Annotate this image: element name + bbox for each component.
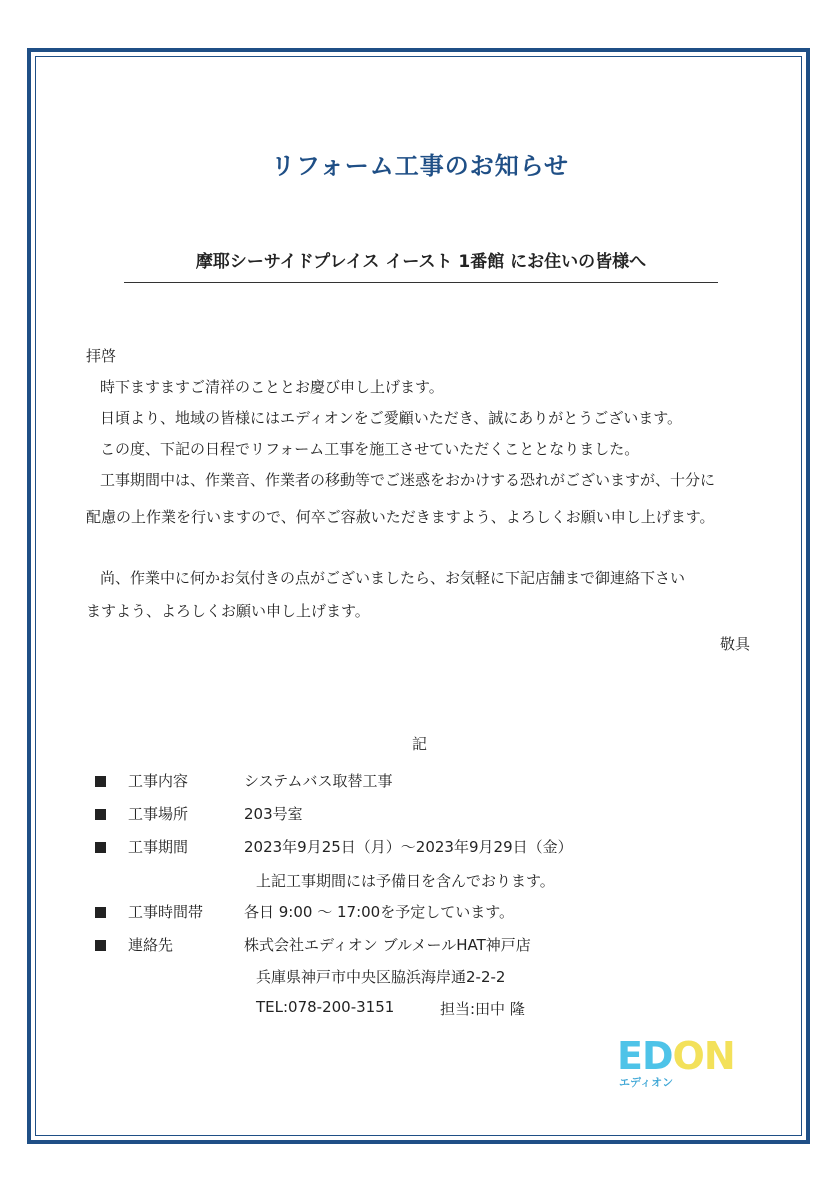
contact-tel: TEL:078-200-3151 <box>256 998 395 1016</box>
notice-title: リフォーム工事のお知らせ <box>270 152 570 180</box>
detail-note-period: 上記工事期間には予備日を含んでおります。 <box>256 872 555 890</box>
detail-value-period: 2023年9月25日（月）～2023年9月29日（金） <box>244 838 573 856</box>
bullet-square <box>95 776 106 787</box>
bullet-square <box>95 809 106 820</box>
letter-line-6: 尚、作業中に何かお気付きの点がございましたら、お気軽に下記店舗まで御連絡下さい <box>100 569 686 587</box>
letter-line-2: 日頃より、地域の皆様にはエディオンをご愛顧いただき、誠にありがとうございます。 <box>100 409 683 427</box>
logo-letters-ed: ED <box>617 1034 673 1078</box>
bullet-square <box>95 907 106 918</box>
detail-value-content: システムバス取替工事 <box>244 772 393 790</box>
detail-label-period: 工事期間 <box>128 838 189 856</box>
contact-address: 兵庫県神戸市中央区脇浜海岸通2-2-2 <box>256 968 506 986</box>
logo-letters-on: ON <box>672 1034 735 1078</box>
letter-line-7: ますよう、よろしくお願い申し上げます。 <box>86 602 370 620</box>
addressee-underline <box>124 282 718 283</box>
detail-label-location: 工事場所 <box>128 805 189 823</box>
letter-line-4: 工事期間中は、作業音、作業者の移動等でご迷惑をおかけする恐れがございますが、十分に <box>100 471 716 489</box>
bullet-square <box>95 842 106 853</box>
addressee-heading: 摩耶シーサイドプレイス イースト 1番館 にお住いの皆様へ <box>195 252 647 272</box>
detail-label-content: 工事内容 <box>128 772 189 790</box>
letter-line-1: 時下ますますご清祥のこととお慶び申し上げます。 <box>100 378 444 396</box>
letter-line-3: この度、下記の日程でリフォーム工事を施工させていただくこととなりました。 <box>100 440 640 458</box>
edion-logo-wordmark <box>617 1034 735 1078</box>
logo-katakana: エディオン <box>619 1076 674 1089</box>
letter-line-5: 配慮の上作業を行いますので、何卒ご容赦いただきますよう、よろしくお願い申し上げます。 <box>86 508 715 526</box>
detail-value-location: 203号室 <box>244 805 303 823</box>
ki-heading: 記 <box>412 735 428 753</box>
letter-closing: 敬具 <box>720 635 751 653</box>
detail-value-hours: 各日 9:00 ～ 17:00を予定しています。 <box>244 903 515 921</box>
letter-opening: 拝啓 <box>86 347 117 365</box>
edion-logo <box>617 1034 765 1094</box>
bullet-square <box>95 940 106 951</box>
detail-label-hours: 工事時間帯 <box>128 903 204 921</box>
contact-person: 担当:田中 隆 <box>440 1000 525 1018</box>
detail-label-contact: 連絡先 <box>128 936 174 954</box>
detail-value-contact: 株式会社エディオン ブルメールHAT神戸店 <box>244 936 531 954</box>
